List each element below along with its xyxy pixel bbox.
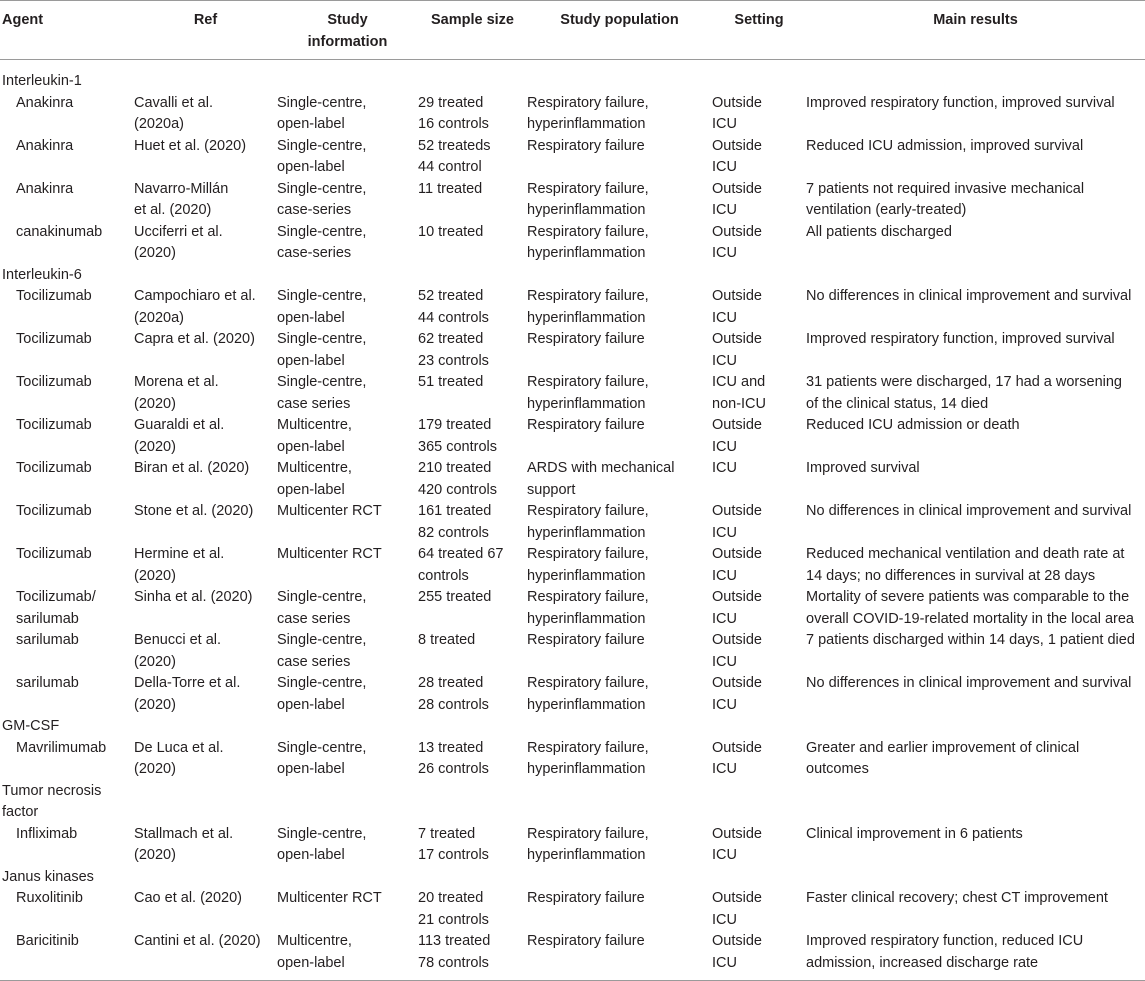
cell-study-information: Single-centre, open-label bbox=[277, 825, 367, 863]
cell-main-results: Reduced mechanical ventilation and death rate at 14 days; no differences in survival at 28 days bbox=[806, 546, 1125, 584]
cell-main-results: Reduced ICU admission or death bbox=[806, 417, 1020, 433]
header-study-information: Study information bbox=[307, 12, 388, 50]
cell-ref: Biran et al. (2020) bbox=[134, 460, 250, 476]
cell-study-information: Multicenter RCT bbox=[277, 546, 382, 562]
cell-study-population: Respiratory failure, hyperinflammation bbox=[527, 589, 649, 627]
cell-main-results: 7 patients discharged within 14 days, 1 patient died bbox=[806, 632, 1135, 648]
table-row bbox=[0, 458, 1145, 501]
cell-sample-size: 161 treated 82 controls bbox=[418, 503, 492, 541]
cell-sample-size: 210 treated 420 controls bbox=[418, 460, 497, 498]
cell-sample-size: 13 treated 26 controls bbox=[418, 739, 489, 777]
cell-agent: Infliximab bbox=[16, 825, 78, 842]
cell-study-information: Multicenter RCT bbox=[277, 890, 382, 906]
cell-main-results: Reduced ICU admission, improved survival bbox=[806, 137, 1084, 154]
cell-sample-size: 113 treated 78 controls bbox=[418, 933, 491, 971]
group-label: Interleukin-6 bbox=[2, 266, 82, 283]
cell-main-results: Improved respiratory function, improved survival bbox=[806, 94, 1115, 111]
cell-setting: Outside ICU bbox=[712, 825, 762, 863]
table-row bbox=[0, 372, 1145, 415]
cell-setting: Outside ICU bbox=[712, 675, 762, 713]
cell-sample-size: 29 treated 16 controls bbox=[418, 94, 489, 132]
cell-ref: Morena et al. (2020) bbox=[134, 374, 219, 412]
cell-sample-size: 64 treated 67 controls bbox=[418, 546, 504, 584]
cell-ref: Benucci et al. (2020) bbox=[134, 632, 222, 670]
cell-study-population: Respiratory failure bbox=[527, 632, 645, 648]
cell-setting: Outside ICU bbox=[712, 137, 762, 175]
group-label: GM-CSF bbox=[2, 718, 60, 734]
cell-study-information: Single-centre, case series bbox=[277, 589, 367, 627]
header-setting: Setting bbox=[734, 12, 784, 28]
group-label: Tumor necrosis factor bbox=[2, 782, 102, 820]
cell-agent: Mavrilimumab bbox=[16, 739, 107, 756]
cell-study-information: Single-centre, case-series bbox=[277, 223, 367, 261]
cell-study-information: Multicenter RCT bbox=[277, 503, 382, 519]
group-row bbox=[0, 867, 1145, 889]
cell-main-results: 31 patients were discharged, 17 had a worsening of the clinical status, 14 died bbox=[806, 374, 1122, 412]
cell-ref: Della-Torre et al. (2020) bbox=[134, 675, 241, 713]
cell-agent: Tocilizumab bbox=[16, 417, 92, 433]
cell-main-results: All patients discharged bbox=[806, 223, 952, 240]
cell-study-information: Multicentre, open-label bbox=[277, 933, 352, 971]
cell-main-results: No differences in clinical improvement and survival bbox=[806, 503, 1132, 519]
group-row bbox=[0, 60, 1145, 93]
cell-study-population: Respiratory failure, hyperinflammation bbox=[527, 503, 649, 541]
cell-agent: Tocilizumab bbox=[16, 288, 92, 304]
cell-study-information: Multicentre, open-label bbox=[277, 460, 352, 498]
cell-ref: Guaraldi et al. (2020) bbox=[134, 417, 225, 455]
cell-study-population: ARDS with mechanical support bbox=[527, 460, 675, 498]
table-row bbox=[0, 179, 1145, 222]
table-row bbox=[0, 501, 1145, 544]
cell-ref: Stone et al. (2020) bbox=[134, 503, 254, 519]
group-row bbox=[0, 716, 1145, 738]
cell-main-results: Faster clinical recovery; chest CT improvement bbox=[806, 890, 1108, 906]
table-row bbox=[0, 286, 1145, 329]
cell-study-information: Single-centre, open-label bbox=[277, 331, 367, 369]
cell-study-information: Single-centre, open-label bbox=[277, 94, 367, 132]
header-agent: Agent bbox=[2, 12, 44, 28]
table-row bbox=[0, 673, 1145, 716]
cell-ref: Capra et al. (2020) bbox=[134, 331, 255, 347]
cell-agent: Tocilizumab bbox=[16, 331, 92, 347]
cell-study-information: Multicentre, open-label bbox=[277, 417, 352, 455]
group-row bbox=[0, 265, 1145, 287]
cell-study-population: Respiratory failure, hyperinflammation bbox=[527, 223, 649, 261]
cell-ref: Stallmach et al. (2020) bbox=[134, 825, 234, 863]
cell-agent: Tocilizumab bbox=[16, 503, 92, 519]
table-row bbox=[0, 587, 1145, 630]
cell-agent: Tocilizumab bbox=[16, 460, 92, 476]
cell-agent: Baricitinib bbox=[16, 933, 79, 949]
cell-setting: Outside ICU bbox=[712, 94, 762, 132]
cell-study-population: Respiratory failure bbox=[527, 331, 645, 347]
cell-study-information: Single-centre, open-label bbox=[277, 675, 367, 713]
cell-sample-size: 20 treated 21 controls bbox=[418, 890, 489, 928]
table-row bbox=[0, 415, 1145, 458]
cell-setting: Outside ICU bbox=[712, 546, 762, 584]
cell-study-population: Respiratory failure, hyperinflammation bbox=[527, 739, 649, 777]
cell-agent: Anakinra bbox=[16, 94, 74, 111]
cell-setting: Outside ICU bbox=[712, 180, 762, 218]
cell-main-results: Improved respiratory function, reduced ICU admission, increased discharge rate bbox=[806, 933, 1084, 971]
cell-main-results: Improved survival bbox=[806, 460, 920, 476]
cell-main-results: 7 patients not required invasive mechanical ventilation (early-treated) bbox=[806, 180, 1085, 218]
cell-setting: Outside ICU bbox=[712, 890, 762, 928]
cell-study-population: Respiratory failure, hyperinflammation bbox=[527, 546, 649, 584]
cell-agent: Tocilizumab bbox=[16, 374, 92, 390]
cell-ref: Campochiaro et al. (2020a) bbox=[134, 288, 256, 326]
cell-study-information: Single-centre, case series bbox=[277, 374, 367, 412]
table-row bbox=[0, 136, 1145, 179]
group-label: Janus kinases bbox=[2, 868, 94, 885]
header-row bbox=[0, 1, 1145, 60]
cell-agent: sarilumab bbox=[16, 632, 79, 648]
cell-sample-size: 11 treated bbox=[418, 180, 483, 197]
cell-setting: Outside ICU bbox=[712, 739, 762, 777]
cell-agent: Tocilizumab/ sarilumab bbox=[16, 589, 96, 627]
cell-study-information: Single-centre, case series bbox=[277, 632, 367, 670]
table-row bbox=[0, 93, 1145, 136]
table-row bbox=[0, 738, 1145, 781]
cell-setting: Outside ICU bbox=[712, 503, 762, 541]
cell-ref: Cantini et al. (2020) bbox=[134, 933, 261, 949]
header-ref: Ref bbox=[193, 12, 218, 28]
table-row bbox=[0, 329, 1145, 372]
cell-setting: ICU and non-ICU bbox=[712, 374, 766, 412]
cell-setting: Outside ICU bbox=[712, 933, 762, 971]
cell-study-population: Respiratory failure bbox=[527, 137, 645, 154]
cell-main-results: No differences in clinical improvement and survival bbox=[806, 288, 1132, 304]
cell-ref: Navarro-Millán et al. (2020) bbox=[134, 180, 229, 218]
table-row bbox=[0, 888, 1145, 931]
cell-ref: Huet et al. (2020) bbox=[134, 137, 247, 154]
cell-study-information: Single-centre, open-label bbox=[277, 137, 367, 175]
cell-ref: Cao et al. (2020) bbox=[134, 890, 243, 906]
cell-main-results: Mortality of severe patients was comparable to the overall COVID-19-related mortality in the local area bbox=[806, 589, 1134, 627]
cell-study-population: Respiratory failure, hyperinflammation bbox=[527, 374, 649, 412]
table-row bbox=[0, 931, 1145, 981]
cell-main-results: No differences in clinical improvement and survival bbox=[806, 675, 1132, 691]
cell-setting: Outside ICU bbox=[712, 288, 762, 326]
cell-study-population: Respiratory failure bbox=[527, 890, 645, 906]
cell-study-population: Respiratory failure, hyperinflammation bbox=[527, 180, 649, 218]
table-row bbox=[0, 630, 1145, 673]
cell-ref: Hermine et al. (2020) bbox=[134, 546, 225, 584]
cell-setting: Outside ICU bbox=[712, 632, 762, 670]
header-main-results: Main results bbox=[933, 12, 1018, 28]
header-study-population: Study population bbox=[560, 12, 679, 28]
cell-agent: Tocilizumab bbox=[16, 546, 92, 562]
header-sample-size: Sample size bbox=[430, 12, 514, 28]
table-body bbox=[0, 60, 1145, 981]
group-row bbox=[0, 781, 1145, 824]
cell-agent: Anakinra bbox=[16, 180, 74, 197]
cell-study-population: Respiratory failure bbox=[527, 933, 645, 949]
cell-sample-size: 62 treated 23 controls bbox=[418, 331, 489, 369]
cell-agent: Anakinra bbox=[16, 137, 74, 154]
cell-study-population: Respiratory failure, hyperinflammation bbox=[527, 288, 649, 326]
table-row bbox=[0, 222, 1145, 265]
cell-ref: Ucciferri et al. (2020) bbox=[134, 223, 223, 261]
cell-sample-size: 28 treated 28 controls bbox=[418, 675, 489, 713]
cell-agent: sarilumab bbox=[16, 675, 79, 691]
cell-sample-size: 52 treated 44 controls bbox=[418, 288, 489, 326]
table-row bbox=[0, 824, 1145, 867]
cell-sample-size: 52 treateds 44 control bbox=[418, 137, 491, 175]
cell-setting: Outside ICU bbox=[712, 223, 762, 261]
cell-setting: ICU bbox=[712, 460, 737, 476]
cell-agent: Ruxolitinib bbox=[16, 890, 83, 906]
table-row bbox=[0, 544, 1145, 587]
cell-sample-size: 7 treated 17 controls bbox=[418, 825, 489, 863]
cell-study-information: Single-centre, case-series bbox=[277, 180, 367, 218]
cell-study-population: Respiratory failure, hyperinflammation bbox=[527, 675, 649, 713]
cell-ref: De Luca et al. (2020) bbox=[134, 739, 224, 777]
cell-setting: Outside ICU bbox=[712, 331, 762, 369]
cell-study-population: Respiratory failure, hyperinflammation bbox=[527, 94, 649, 132]
cell-setting: Outside ICU bbox=[712, 417, 762, 455]
cell-sample-size: 8 treated bbox=[418, 632, 476, 648]
group-label: Interleukin-1 bbox=[2, 73, 82, 89]
cell-ref: Cavalli et al. (2020a) bbox=[134, 94, 213, 132]
cell-agent: canakinumab bbox=[16, 223, 103, 240]
cell-study-information: Single-centre, open-label bbox=[277, 288, 367, 326]
cell-sample-size: 179 treated 365 controls bbox=[418, 417, 497, 455]
cell-study-population: Respiratory failure, hyperinflammation bbox=[527, 825, 649, 863]
cell-main-results: Clinical improvement in 6 patients bbox=[806, 825, 1023, 842]
cell-main-results: Improved respiratory function, improved survival bbox=[806, 331, 1115, 347]
cell-sample-size: 10 treated bbox=[418, 223, 484, 240]
cell-ref: Sinha et al. (2020) bbox=[134, 589, 253, 605]
cell-setting: Outside ICU bbox=[712, 589, 762, 627]
cell-sample-size: 255 treated bbox=[418, 589, 492, 605]
cell-study-population: Respiratory failure bbox=[527, 417, 645, 433]
cell-main-results: Greater and earlier improvement of clinical outcomes bbox=[806, 739, 1080, 777]
cell-study-information: Single-centre, open-label bbox=[277, 739, 367, 777]
cell-sample-size: 51 treated bbox=[418, 374, 484, 390]
